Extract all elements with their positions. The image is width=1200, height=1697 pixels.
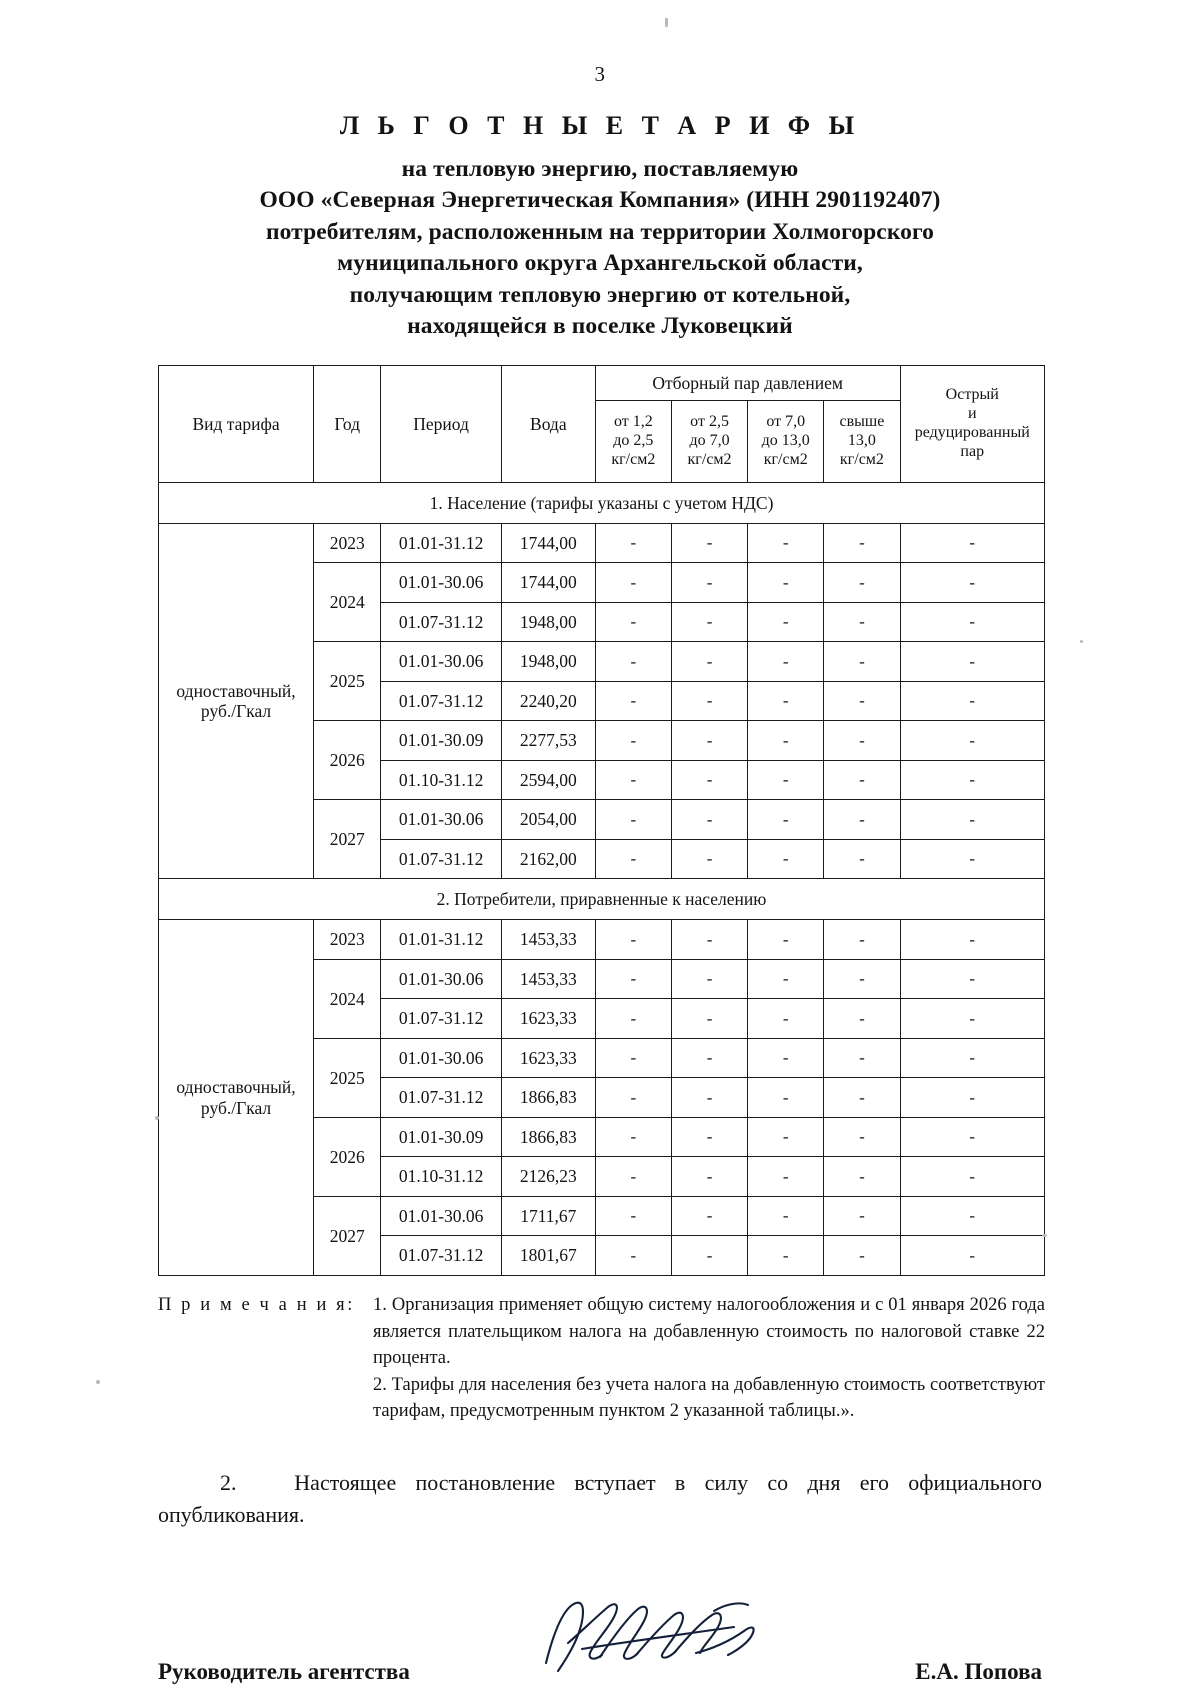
cell-steam-1-2-2-5: - [595,563,671,603]
cell-steam-7-0-13-0: - [748,1196,824,1236]
cell-steam-above-13: - [824,920,900,960]
sharp-line-1: Острый [945,386,999,404]
cell-water-tariff: 1801,67 [501,1236,595,1276]
column-header-pressure-3 [748,400,824,482]
cell-steam-2-5-7-0: - [671,1157,747,1197]
note-item: 2. Тарифы для населения без учета налога на добавленную стоимость соответствуют тарифам, предусмотренным пунктом 2 указанной таблицы.». [373,1374,1045,1422]
cell-steam-2-5-7-0: - [671,839,747,879]
cell-steam-above-13: - [824,563,900,603]
table-section-header [159,879,1045,920]
cell-water-tariff: 1711,67 [501,1196,595,1236]
cell-steam-1-2-2-5: - [595,999,671,1039]
cell-steam-2-5-7-0: - [671,999,747,1039]
cell-steam-above-13: - [824,721,900,761]
cell-steam-7-0-13-0: - [748,1236,824,1276]
cell-steam-7-0-13-0: - [748,839,824,879]
cell-water-tariff: 2162,00 [501,839,595,879]
page-number: 3 [594,62,606,86]
cell-sharp-steam: - [900,642,1044,682]
cell-steam-above-13: - [824,642,900,682]
cell-water-tariff: 1744,00 [501,563,595,603]
pressure-1-line-3: кг/см2 [611,450,656,468]
cell-sharp-steam: - [900,800,1044,840]
cell-tariff-type [159,920,314,1276]
cell-steam-1-2-2-5: - [595,959,671,999]
cell-water-tariff: 1948,00 [501,642,595,682]
cell-steam-7-0-13-0: - [748,800,824,840]
cell-sharp-steam: - [900,760,1044,800]
cell-year: 2026 [314,721,381,800]
cell-sharp-steam: - [900,523,1044,563]
cell-period: 01.01-30.06 [381,1196,501,1236]
handwritten-signature-icon [538,1591,768,1679]
cell-steam-7-0-13-0: - [748,1038,824,1078]
cell-water-tariff: 2277,53 [501,721,595,761]
title-subline-1: на тепловую энергию, поставляемую [401,156,799,182]
pressure-2-line-1: от 2,5 [690,413,729,431]
cell-water-tariff: 1453,33 [501,920,595,960]
cell-steam-1-2-2-5: - [595,920,671,960]
cell-water-tariff: 2240,20 [501,681,595,721]
cell-period: 01.01-30.06 [381,1038,501,1078]
sharp-line-2: и [967,405,977,423]
cell-sharp-steam: - [900,1117,1044,1157]
column-header-pressure-4 [824,400,900,482]
cell-water-tariff: 2126,23 [501,1157,595,1197]
cell-steam-7-0-13-0: - [748,1157,824,1197]
cell-steam-2-5-7-0: - [671,800,747,840]
title-subline-6: находящейся в поселке Луковецкий [407,313,793,340]
cell-steam-7-0-13-0: - [748,760,824,800]
notes-block [158,1292,1045,1425]
column-header-year: Год [314,365,381,482]
cell-steam-above-13: - [824,523,900,563]
page-title: Л Ь Г О Т Н Ы Е Т А Р И Ф Ы [339,111,861,140]
pressure-2-line-2: до 7,0 [689,431,730,449]
title-subline-4: муниципального округа Архангельской области, [337,250,863,277]
cell-steam-above-13: - [824,1078,900,1118]
cell-steam-2-5-7-0: - [671,602,747,642]
tariff-type-line-2: руб./Гкал [200,1097,272,1118]
notes-body [373,1292,1045,1425]
signatory-position: Руководитель агентства [158,1658,410,1684]
cell-steam-1-2-2-5: - [595,602,671,642]
cell-sharp-steam: - [900,959,1044,999]
cell-water-tariff: 1744,00 [501,523,595,563]
cell-sharp-steam: - [900,1196,1044,1236]
cell-period: 01.01-30.06 [381,800,501,840]
note-item: 1. Организация применяет общую систему налогообложения и с 01 января 2026 года является плательщиком налога на добавленную стоимость по налоговой ставке 22 процента. [373,1294,1045,1369]
cell-period: 01.01-30.06 [381,959,501,999]
cell-steam-1-2-2-5: - [595,721,671,761]
title-subline-2: ООО «Северная Энергетическая Компания» (ИНН 2901192407) [259,187,941,214]
cell-steam-1-2-2-5: - [595,800,671,840]
section-title: 2. Потребители, приравненные к населению [159,879,1045,920]
cell-sharp-steam: - [900,839,1044,879]
cell-steam-7-0-13-0: - [748,1078,824,1118]
cell-steam-above-13: - [824,959,900,999]
cell-period: 01.07-31.12 [381,999,501,1039]
cell-steam-1-2-2-5: - [595,523,671,563]
tariff-type-line-2: руб./Гкал [200,701,272,722]
cell-steam-1-2-2-5: - [595,1157,671,1197]
cell-steam-7-0-13-0: - [748,959,824,999]
table-row [159,523,1045,563]
pressure-4-line-1: свыше [839,413,885,431]
cell-steam-1-2-2-5: - [595,760,671,800]
cell-steam-1-2-2-5: - [595,1038,671,1078]
cell-year: 2027 [314,800,381,879]
cell-sharp-steam: - [900,1236,1044,1276]
table-body [159,482,1045,1275]
cell-steam-7-0-13-0: - [748,721,824,761]
cell-steam-above-13: - [824,1117,900,1157]
cell-steam-2-5-7-0: - [671,681,747,721]
cell-steam-7-0-13-0: - [748,681,824,721]
cell-steam-2-5-7-0: - [671,563,747,603]
pressure-1-line-2: до 2,5 [613,431,654,449]
cell-sharp-steam: - [900,1038,1044,1078]
table-header [159,365,1045,482]
cell-steam-2-5-7-0: - [671,959,747,999]
pressure-4-line-3: кг/см2 [839,450,884,468]
closing-number: 2. [220,1470,237,1496]
pressure-3-line-2: до 13,0 [761,431,810,449]
cell-steam-2-5-7-0: - [671,1196,747,1236]
pressure-2-line-3: кг/см2 [687,450,732,468]
signature-block [158,1589,1042,1685]
cell-steam-7-0-13-0: - [748,642,824,682]
cell-period: 01.10-31.12 [381,1157,501,1197]
closing-text: Настоящее постановление вступает в силу со дня его официального опубликования. [158,1470,1043,1527]
cell-period: 01.01-30.06 [381,563,501,603]
table-row [159,920,1045,960]
tariff-type-line-1: одноставочный, [176,1077,296,1098]
cell-steam-7-0-13-0: - [748,523,824,563]
pressure-3-line-1: от 7,0 [766,413,806,431]
cell-period: 01.10-31.12 [381,760,501,800]
cell-steam-7-0-13-0: - [748,563,824,603]
cell-steam-2-5-7-0: - [671,1236,747,1276]
tariff-table [158,365,1045,1276]
section-title: 1. Население (тарифы указаны с учетом НДС) [159,482,1045,523]
pressure-1-line-1: от 1,2 [613,413,653,431]
cell-period: 01.07-31.12 [381,1078,501,1118]
cell-year: 2026 [314,1117,381,1196]
cell-period: 01.07-31.12 [381,839,501,879]
cell-period: 01.01-31.12 [381,920,501,960]
cell-period: 01.01-31.12 [381,523,501,563]
cell-steam-above-13: - [824,681,900,721]
title-subline-5: получающим тепловую энергию от котельной, [349,281,851,308]
cell-steam-2-5-7-0: - [671,1078,747,1118]
signatory-name: Е.А. Попова [915,1658,1042,1684]
cell-year: 2024 [314,563,381,642]
cell-steam-2-5-7-0: - [671,1117,747,1157]
sharp-line-3: редуцированный [914,423,1030,441]
cell-steam-7-0-13-0: - [748,999,824,1039]
cell-sharp-steam: - [900,721,1044,761]
cell-steam-7-0-13-0: - [748,602,824,642]
cell-steam-2-5-7-0: - [671,1038,747,1078]
notes-label: П р и м е ч а н и я: [158,1294,356,1315]
column-header-tariff-type: Вид тарифа [159,365,314,482]
cell-sharp-steam: - [900,920,1044,960]
column-header-pressure-1 [595,400,671,482]
cell-period: 01.07-31.12 [381,1236,501,1276]
closing-paragraph [158,1467,1042,1531]
scan-speck [1080,640,1083,643]
cell-steam-1-2-2-5: - [595,642,671,682]
cell-water-tariff: 2594,00 [501,760,595,800]
cell-water-tariff: 2054,00 [501,800,595,840]
pressure-4-line-2: 13,0 [847,431,876,449]
cell-water-tariff: 1866,83 [501,1078,595,1118]
cell-steam-above-13: - [824,999,900,1039]
cell-tariff-type [159,523,314,879]
column-header-pressure-2 [671,400,747,482]
cell-steam-2-5-7-0: - [671,920,747,960]
cell-year: 2027 [314,1196,381,1275]
cell-period: 01.07-31.12 [381,602,501,642]
cell-period: 01.01-30.09 [381,721,501,761]
cell-water-tariff: 1948,00 [501,602,595,642]
cell-steam-above-13: - [824,839,900,879]
cell-sharp-steam: - [900,602,1044,642]
cell-steam-above-13: - [824,1038,900,1078]
cell-water-tariff: 1866,83 [501,1117,595,1157]
document-title-block [0,111,1200,343]
cell-steam-above-13: - [824,602,900,642]
column-header-sharp-steam [900,365,1044,482]
cell-sharp-steam: - [900,563,1044,603]
cell-steam-1-2-2-5: - [595,1078,671,1118]
cell-water-tariff: 1623,33 [501,1038,595,1078]
cell-steam-1-2-2-5: - [595,839,671,879]
cell-steam-2-5-7-0: - [671,642,747,682]
cell-steam-7-0-13-0: - [748,920,824,960]
cell-steam-2-5-7-0: - [671,760,747,800]
cell-period: 01.01-30.09 [381,1117,501,1157]
cell-steam-above-13: - [824,1236,900,1276]
cell-steam-above-13: - [824,760,900,800]
column-header-steam-group: Отборный пар давлением [595,365,900,400]
cell-water-tariff: 1453,33 [501,959,595,999]
cell-steam-7-0-13-0: - [748,1117,824,1157]
cell-period: 01.07-31.12 [381,681,501,721]
cell-water-tariff: 1623,33 [501,999,595,1039]
cell-steam-above-13: - [824,800,900,840]
cell-steam-2-5-7-0: - [671,721,747,761]
cell-sharp-steam: - [900,1157,1044,1197]
column-header-water: Вода [501,365,595,482]
scan-speck [96,1380,100,1384]
cell-year: 2023 [314,523,381,563]
pressure-3-line-3: кг/см2 [763,450,808,468]
cell-steam-above-13: - [824,1196,900,1236]
cell-sharp-steam: - [900,681,1044,721]
cell-steam-1-2-2-5: - [595,1117,671,1157]
cell-year: 2023 [314,920,381,960]
cell-year: 2024 [314,959,381,1038]
column-header-period: Период [381,365,501,482]
cell-steam-1-2-2-5: - [595,681,671,721]
cell-sharp-steam: - [900,999,1044,1039]
cell-steam-2-5-7-0: - [671,523,747,563]
cell-sharp-steam: - [900,1078,1044,1118]
table-section-header [159,482,1045,523]
cell-year: 2025 [314,1038,381,1117]
cell-steam-1-2-2-5: - [595,1236,671,1276]
cell-year: 2025 [314,642,381,721]
tariff-table-container [158,365,1045,1276]
cell-steam-1-2-2-5: - [595,1196,671,1236]
cell-period: 01.01-30.06 [381,642,501,682]
title-subline-3: потребителям, расположенным на территории Холмогорского [265,218,935,245]
sharp-line-4: пар [960,442,985,460]
cell-steam-above-13: - [824,1157,900,1197]
tariff-type-line-1: одноставочный, [176,680,296,701]
